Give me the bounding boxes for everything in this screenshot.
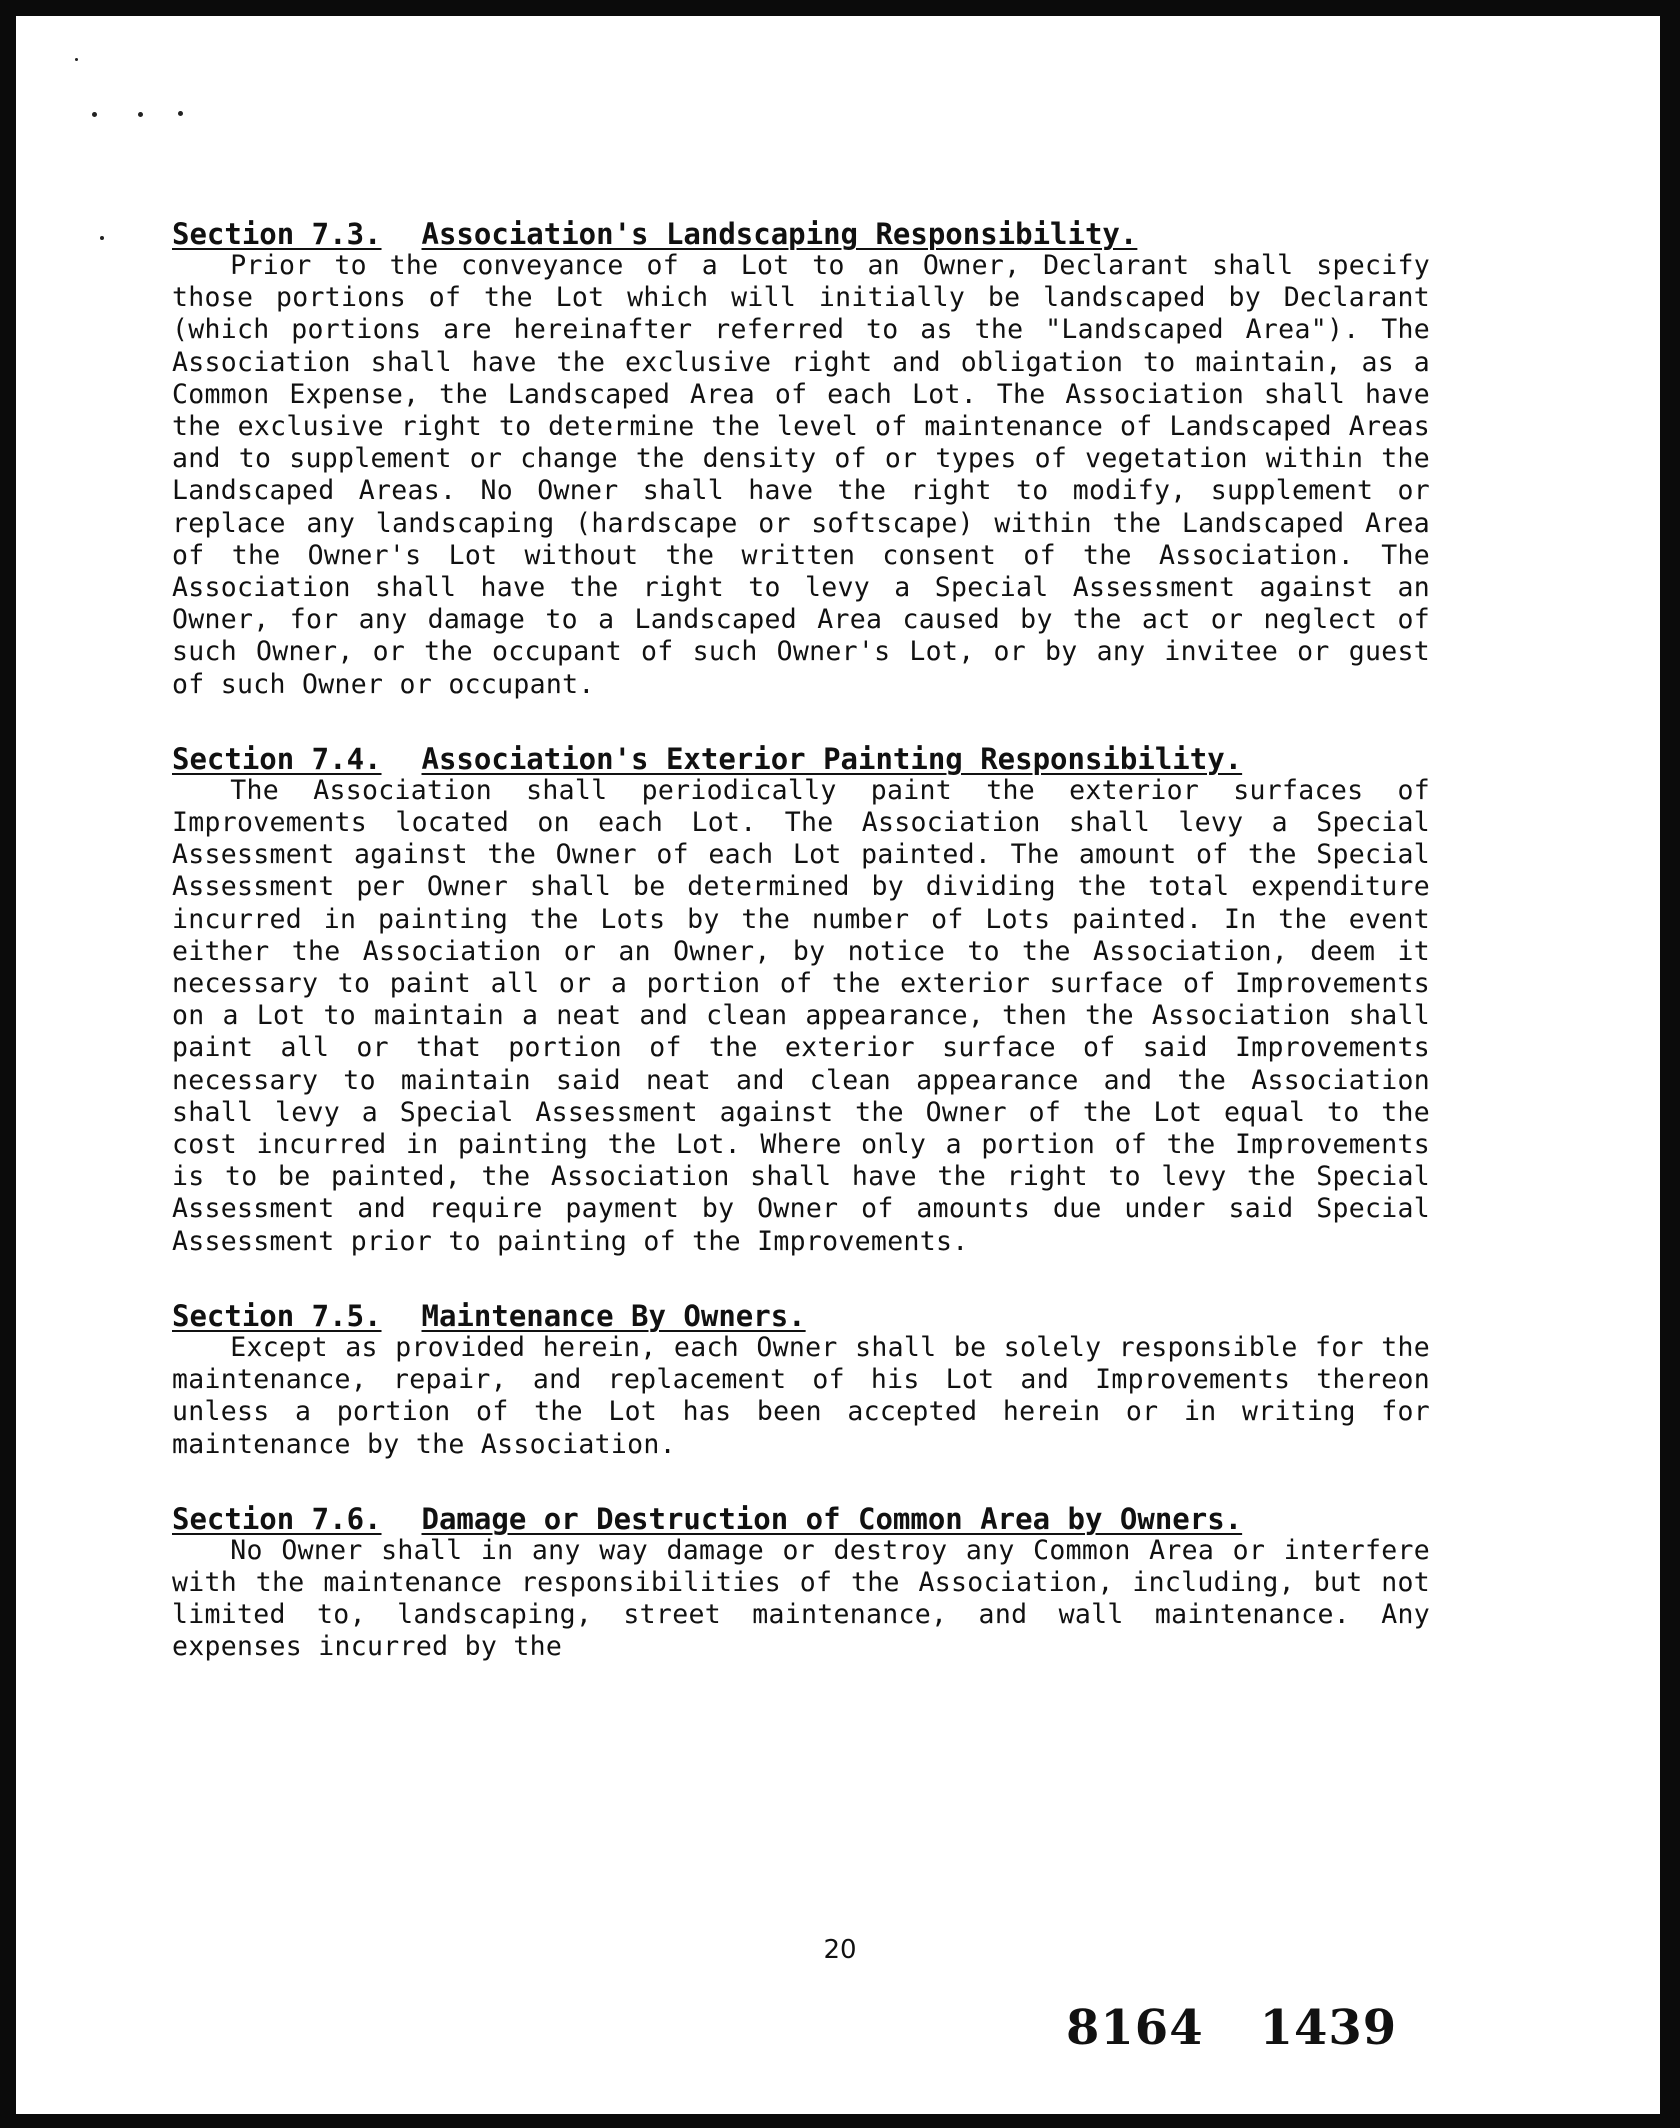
section-heading — [172, 743, 1430, 775]
section-paragraph: No Owner shall in any way damage or destroy any Common Area or interfere with the maintenance responsibilities of the Association, including, but not limited to, landscaping, street maintenance, and wall maintenance. Any expenses incurred by the — [172, 1534, 1430, 1663]
section-number: Section 7.5. — [172, 1298, 382, 1333]
stamp-page-number: 1439 — [1259, 2000, 1398, 2056]
section-number: Section 7.6. — [172, 1501, 382, 1536]
document-body — [172, 218, 1430, 1706]
section-heading — [172, 1300, 1430, 1332]
section-paragraph: Except as provided herein, each Owner shall be solely responsible for the maintenance, repair, and replacement of his Lot and Improvements thereon unless a portion of the Lot has been accepted herein or in writing for maintenance by the Association. — [172, 1331, 1430, 1460]
section-heading — [172, 218, 1430, 250]
section-7-6 — [172, 1503, 1430, 1664]
section-paragraph: The Association shall periodically paint the exterior surfaces of Improvements located on each Lot. The Association shall levy a Special Assessment against the Owner of each Lot painted. The amount of the Special Assessment per Owner shall be determined by dividing the total expenditure incurred in painting the Lots by the number of Lots painted. In the event either the Association or an Owner, by notice to the Association, deem it necessary to paint all or a portion of the exterior surface of Improvements on a Lot to maintain a neat and clean appearance, then the Association shall paint all or that portion of the exterior surface of said Improvements necessary to maintain said neat and clean appearance and the Association shall levy a Special Assessment against the Owner of the Lot equal to the cost incurred in painting the Lot. Where only a portion of the Improvements is to be painted, the Association shall have the right to levy the Special Assessment and require payment by Owner of amounts due under said Special Assessment prior to painting of the Improvements. — [172, 774, 1430, 1257]
section-number: Section 7.4. — [172, 741, 382, 776]
scan-speck — [92, 112, 97, 117]
section-heading — [172, 1503, 1430, 1535]
scan-speck — [138, 112, 143, 117]
scan-border-top — [0, 0, 1680, 16]
scan-speck — [100, 236, 104, 240]
section-number: Section 7.3. — [172, 217, 382, 251]
section-title: Association's Landscaping Responsibility. — [421, 217, 1138, 251]
recording-stamp — [1066, 2000, 1397, 2056]
scan-border-right — [1660, 0, 1680, 2128]
scan-border-bottom — [0, 2114, 1680, 2128]
section-paragraph: Prior to the conveyance of a Lot to an Owner, Declarant shall specify those portions of the Lot which will initially be landscaped by Declarant (which portions are hereinafter referred to as the "Landscaped Area"). The Association shall have the exclusive right and obligation to maintain, as a Common Expense, the Landscaped Area of each Lot. The Association shall have the exclusive right to determine the level of maintenance of Landscaped Areas and to supplement or change the density of or types of vegetation within the Landscaped Areas. No Owner shall have the right to modify, supplement or replace any landscaping (hardscape or softscape) within the Landscaped Area of the Owner's Lot without the written consent of the Association. The Association shall have the right to levy a Special Assessment against an Owner, for any damage to a Landscaped Area caused by the act or neglect of such Owner, or the occupant of such Owner's Lot, or by any invitee or guest of such Owner or occupant. — [172, 250, 1430, 700]
scan-speck — [178, 111, 183, 116]
section-title: Maintenance By Owners. — [421, 1298, 806, 1333]
section-7-3 — [172, 218, 1430, 701]
section-7-5 — [172, 1300, 1430, 1461]
section-title: Association's Exterior Painting Responsibility. — [421, 741, 1243, 776]
section-7-4 — [172, 743, 1430, 1258]
section-title: Damage or Destruction of Common Area by Owners. — [421, 1501, 1243, 1536]
page-number: 20 — [823, 1935, 857, 1965]
scan-speck — [75, 58, 78, 61]
stamp-book-number: 8164 — [1066, 2000, 1204, 2056]
scan-border-left — [0, 0, 16, 2128]
